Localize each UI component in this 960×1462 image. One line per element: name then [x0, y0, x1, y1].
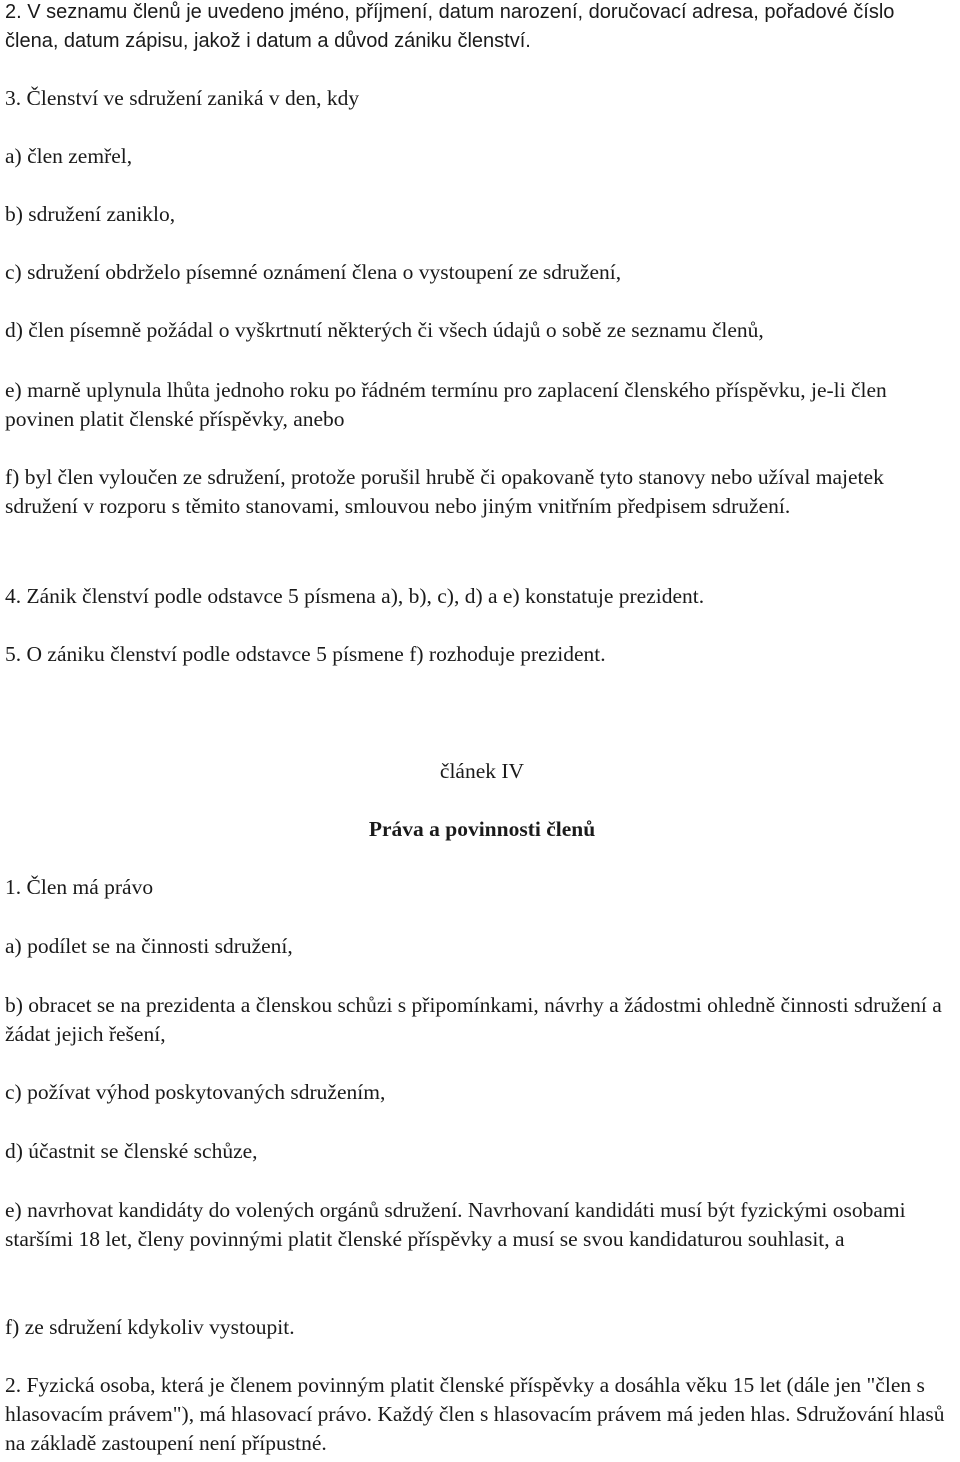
paragraph-2: 2. V seznamu členů je uvedeno jméno, příjmení, datum narození, doručovací adresa, pořadové číslo člena, datum zápisu, jakož i datum a důvod zániku členství. [5, 1, 895, 52]
list-item-3e: e) marně uplynula lhůta jednoho roku po řádném termínu pro zaplacení členského příspěvku, je-li člen povinen platit členské příspěvky, anebo [5, 378, 887, 431]
paragraph-3-intro: 3. Členství ve sdružení zaniká v den, kdy [5, 86, 360, 110]
article-4-paragraph-2: 2. Fyzická osoba, která je členem povinným platit členské příspěvky a dosáhla věku 15 let (dále jen "člen s hlasovacím právem"), má hlasovací právo. Každý člen s hlasovacím právem má jeden hlas. Sdružování hlasů na základě zastoupení není přípustné. [5, 1373, 945, 1455]
list-item-3a: a) člen zemřel, [5, 144, 133, 168]
list-item-1e: e) navrhovat kandidáty do volených orgánů sdružení. Navrhovaní kandidáti musí být fyzickými osobami staršími 18 let, členy povinnými platit členské příspěvky a musí se svou kandidaturou souhlasit, a [5, 1198, 906, 1251]
list-item-3b: b) sdružení zaniklo, [5, 202, 176, 226]
list-item-1c: c) požívat výhod poskytovaných sdružením, [5, 1080, 386, 1104]
article-title: Práva a povinnosti členů [368, 817, 596, 841]
list-item-1a: a) podílet se na činnosti sdružení, [5, 934, 293, 958]
list-item-1b: b) obracet se na prezidenta a členskou schůzi s připomínkami, návrhy a žádostmi ohledně činnosti sdružení a žádat jejich řešení, [5, 993, 942, 1046]
list-item-1f: f) ze sdružení kdykoliv vystoupit. [5, 1315, 295, 1339]
article-number: článek IV [439, 759, 525, 783]
paragraph-4: 4. Zánik členství podle odstavce 5 písmena a), b), c), d) a e) konstatuje prezident. [5, 584, 705, 608]
list-item-3c: c) sdružení obdrželo písemné oznámení člena o vystoupení ze sdružení, [5, 260, 622, 284]
list-item-1d: d) účastnit se členské schůze, [5, 1139, 258, 1163]
list-item-3d: d) člen písemně požádal o vyškrtnutí některých či všech údajů o sobě ze seznamu členů, [5, 318, 764, 342]
list-item-3f: f) byl člen vyloučen ze sdružení, protože porušil hrubě či opakovaně tyto stanovy nebo užíval majetek sdružení v rozporu s těmito stanovami, smlouvou nebo jiným vnitřním předpisem sdružení. [5, 465, 884, 518]
paragraph-5: 5. O zániku členství podle odstavce 5 písmene f) rozhoduje prezident. [5, 642, 606, 666]
article-4-paragraph-1-intro: 1. Člen má právo [5, 875, 154, 899]
